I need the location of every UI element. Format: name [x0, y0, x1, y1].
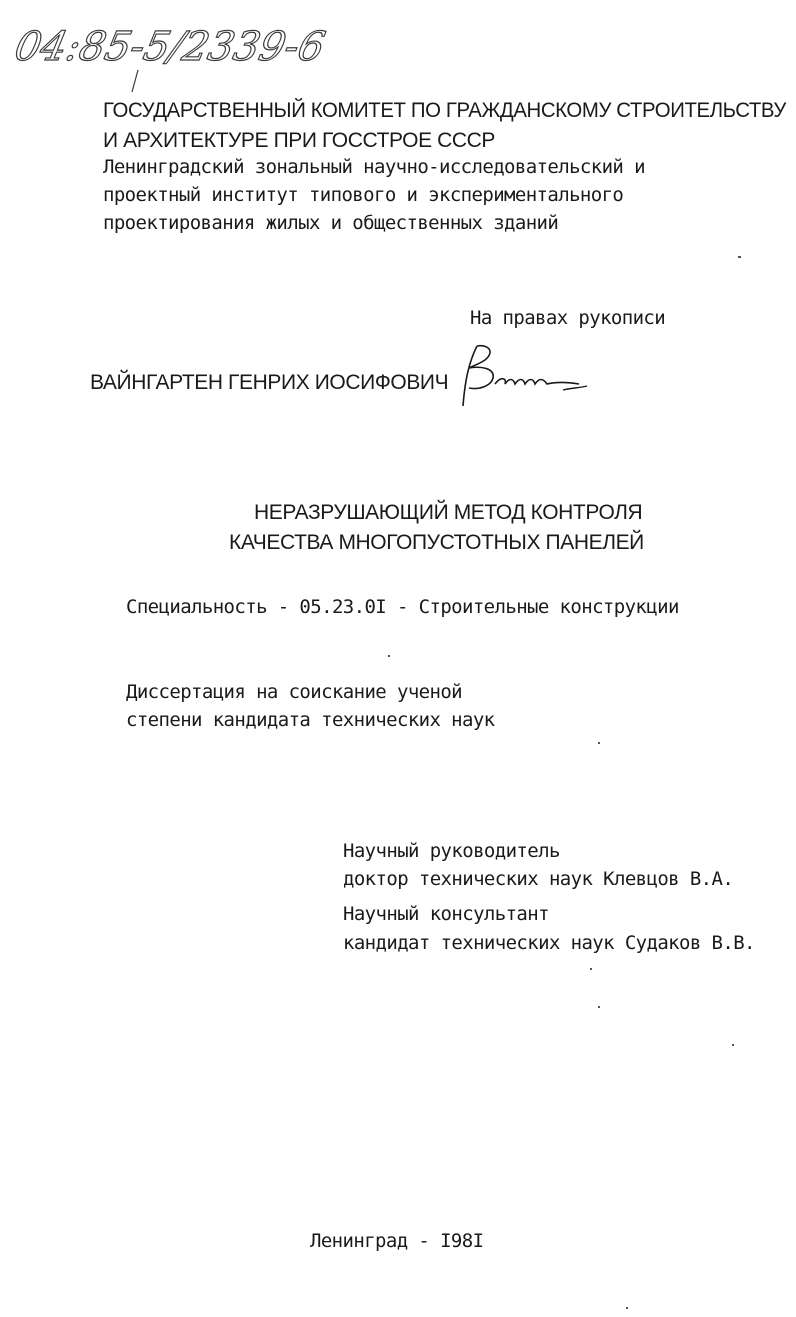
archive-mark-text: 04:85-5/2339-6 [10, 22, 330, 70]
paper-speck [738, 256, 741, 258]
paper-speck [626, 1307, 628, 1309]
institute-line-2: проектный институт типового и экспериментального [103, 184, 624, 206]
author-signature [455, 338, 595, 418]
committee-line-1: ГОСУДАРСТВЕННЫЙ КОМИТЕТ ПО ГРАЖДАНСКОМУ СТРОИТЕЛЬСТВУ [103, 99, 787, 122]
institute-line-3: проектирования жилых и общественных зданий [103, 212, 559, 234]
specialty: Специальность - 05.23.0I - Строительные конструкции [126, 596, 679, 618]
advisor-role: Научный руководитель [343, 840, 560, 862]
institute-line-1: Ленинградский зональный научно-исследовательский и [103, 156, 645, 178]
committee-line-2: И АРХИТЕКТУРЕ ПРИ ГОССТРОЕ СССР [103, 129, 496, 152]
archive-mark-handwritten [10, 8, 330, 88]
author-name: ВАЙНГАРТЕН ГЕНРИХ ИОСИФОВИЧ [90, 371, 449, 394]
paper-speck [590, 968, 592, 970]
dissertation-line-1: Диссертация на соискание ученой [126, 681, 463, 703]
manuscript-rights: На правах рукописи [470, 307, 666, 329]
advisor-name: доктор технических наук Клевцов В.А. [343, 868, 734, 890]
paper-speck [732, 1044, 734, 1046]
consultant-role: Научный консультант [343, 903, 549, 925]
thesis-title-line-1: НЕРАЗРУШАЮЩИЙ МЕТОД КОНТРОЛЯ [254, 501, 643, 524]
paper-speck [388, 655, 390, 657]
consultant-name: кандидат технических наук Судаков В.В. [343, 932, 755, 954]
paper-speck [598, 742, 600, 744]
dissertation-line-2: степени кандидата технических наук [126, 709, 495, 731]
paper-speck [598, 1006, 600, 1008]
place-and-year: Ленинград - I98I [310, 1230, 484, 1252]
thesis-title-line-2: КАЧЕСТВА МНОГОПУСТОТНЫХ ПАНЕЛЕЙ [229, 531, 644, 554]
